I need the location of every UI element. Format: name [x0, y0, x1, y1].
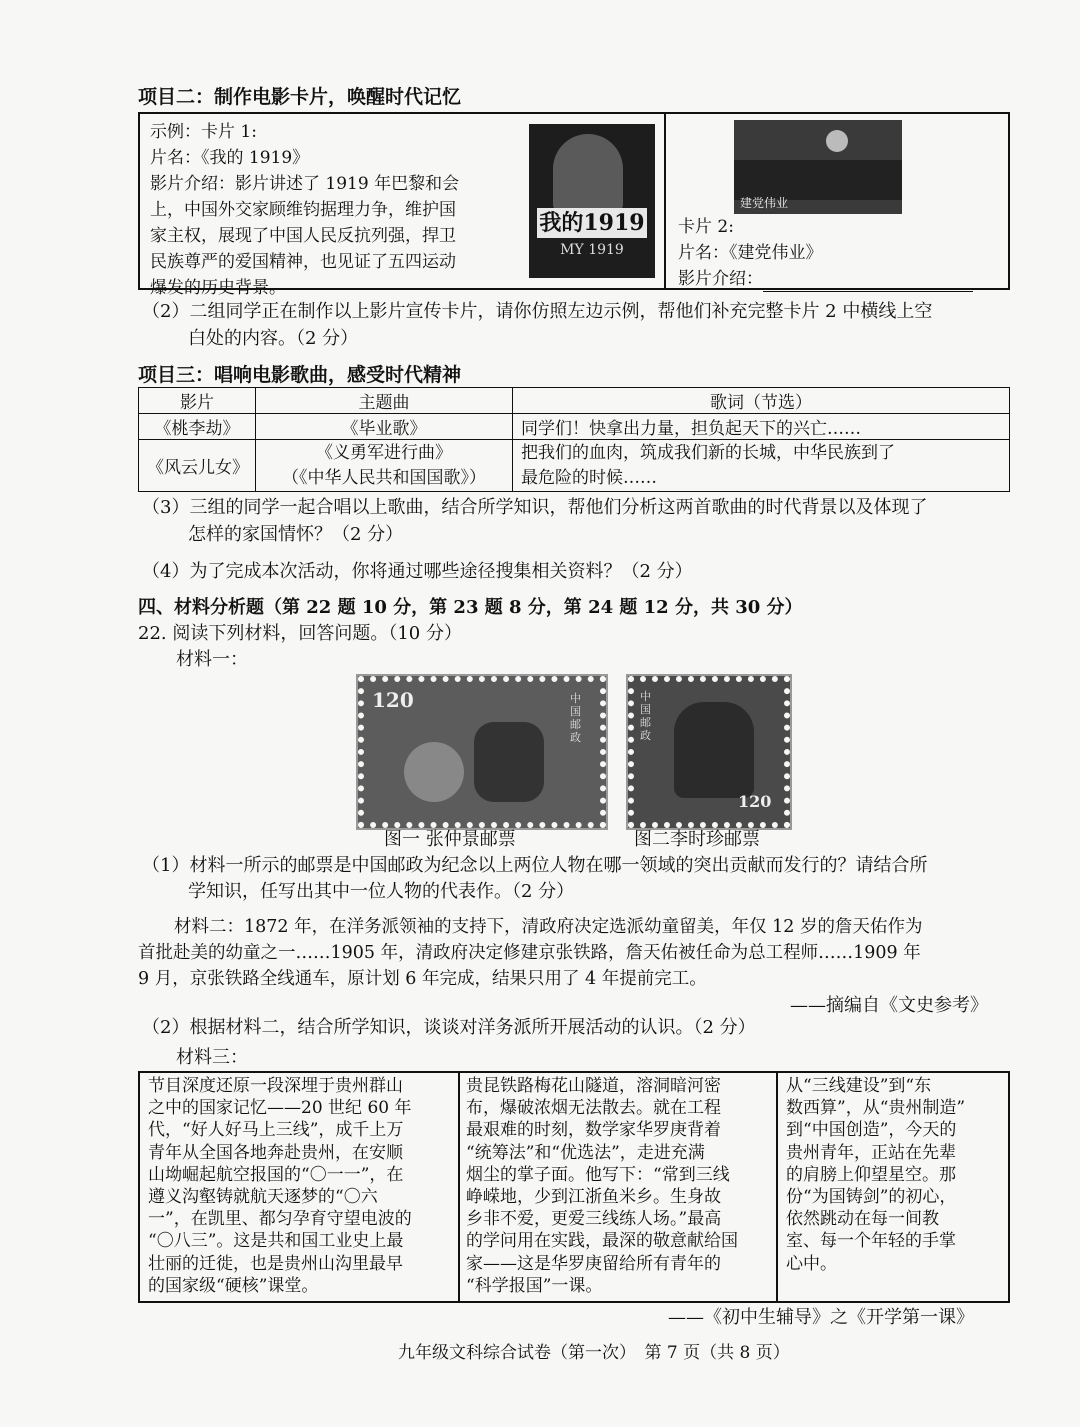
q22-1-line: （1）材料一所示的邮票是中国邮政为纪念以上两位人物在哪一领域的突出贡献而发行的？请结合所	[142, 855, 928, 876]
material2-source: ——摘编自《文史参考》	[790, 995, 988, 1016]
text-line: 山坳崛起航空报国的“〇一一”，在	[148, 1164, 404, 1185]
card1-name: 片名：《我的 1919》	[150, 148, 310, 168]
lyric-cell	[513, 440, 1010, 492]
card2-name: 片名：《建党伟业》	[678, 243, 823, 263]
text-line: 依然跳动在每一间教	[786, 1209, 939, 1230]
stamp2-country: 中国邮政	[640, 690, 651, 742]
question-2-line: （2）二组同学正在制作以上影片宣传卡片，请你仿照左边示例，帮他们补充完整卡片 2 中横线上空	[142, 301, 933, 322]
stamp-zhang-zhongjing	[358, 676, 606, 828]
text-line: 数西算”，从“贵州制造”	[786, 1098, 966, 1119]
material3-label: 材料三：	[176, 1047, 248, 1068]
material2-line: 9 月，京张铁路全线通车，原计划 6 年完成，结果只用了 4 年提前完工。	[138, 969, 707, 989]
material3-box	[138, 1071, 1010, 1303]
text-line: 一”，在凯里、都匀孕育守望电波的	[148, 1209, 412, 1230]
stamp2-figure	[674, 702, 754, 798]
q22-1-line: 学知识，任写出其中一位人物的代表作。（2 分）	[188, 881, 575, 902]
section4-heading: 四、材料分析题（第 22 题 10 分，第 23 题 8 分，第 24 题 12 分，共 30 分）	[138, 597, 803, 618]
material3-col-3	[786, 1075, 1004, 1275]
text-line: “〇八三”。这是共和国工业史上最	[148, 1231, 404, 1252]
material1-label: 材料一：	[176, 649, 248, 670]
text-line: 峥嵘地，少到江浙鱼米乡。生身故	[466, 1187, 721, 1208]
poster-subtitle: MY 1919	[560, 242, 624, 258]
stamp-li-shizhen	[628, 676, 790, 828]
text-line: 心中。	[786, 1253, 837, 1274]
text-line: 的学问用在实践，最深的敬意献给国	[466, 1231, 738, 1252]
question-3-line: 怎样的家国情怀？（2 分）	[188, 524, 404, 545]
project2-heading: 项目二：制作电影卡片，唤醒时代记忆	[138, 86, 462, 108]
header-song: 主题曲	[256, 388, 513, 414]
question-2-line: 白处的内容。（2 分）	[188, 328, 359, 349]
card1-intro-line: 家主权，展现了中国人民反抗列强，捍卫	[150, 226, 456, 246]
table-row	[139, 414, 1010, 440]
movie-card-2	[666, 112, 1010, 290]
stamp1-figure	[404, 742, 464, 802]
card1-text	[150, 119, 459, 301]
text-line: 的国家级“硬核”课堂。	[148, 1275, 319, 1296]
stamp1-value: 120	[372, 688, 414, 712]
stamp1-caption: 图一 张仲景邮票	[384, 829, 516, 850]
text-line: 烟尘的掌子面。他写下：“常到三线	[466, 1164, 730, 1185]
text-line: 壮丽的迁徙，也是贵州山沟里最早	[148, 1253, 403, 1274]
text-line: 布，爆破浓烟无法散去。就在工程	[466, 1098, 721, 1119]
poster-figure	[553, 134, 623, 214]
text-line: 的肩膀上仰望星空。那	[786, 1164, 956, 1185]
material2-line: 材料二：1872 年，在洋务派领袖的支持下，清政府决定选派幼童留美，年仅 12 岁的詹天佑作为	[174, 917, 923, 937]
header-lyrics: 歌词（节选）	[513, 388, 1010, 414]
q22-2: （2）根据材料二，结合所学知识，谈谈对洋务派所开展活动的认识。（2 分）	[142, 1017, 756, 1038]
film-cell: 《风云儿女》	[139, 440, 256, 492]
text-line: 贵昆铁路梅花山隧道，溶洞暗河密	[466, 1076, 721, 1096]
question-4: （4）为了完成本次活动，你将通过哪些途径搜集相关资料？（2 分）	[142, 561, 693, 582]
stamp1-figure	[474, 722, 544, 802]
text-line: 从“三线建设”到“东	[786, 1076, 932, 1096]
song-cell: 《毕业歌》	[256, 414, 513, 440]
text-line: 之中的国家记忆——20 世纪 60 年	[148, 1098, 412, 1119]
card1-intro-line: 民族尊严的爱国精神，也见证了五四运动	[150, 252, 456, 272]
table-row	[139, 440, 1010, 492]
material3-col-2	[466, 1075, 772, 1297]
material2-line: 首批赴美的幼童之一……1905 年，清政府决定修建京张铁路，詹天佑被任命为总工程师……1909 年	[138, 943, 921, 963]
text-line: “科学报国”一课。	[466, 1275, 603, 1296]
text-line: 贵州青年，正站在先辈	[786, 1142, 956, 1163]
text-line: 室、每一个年轻的手掌	[786, 1231, 956, 1252]
card2-intro-label: 影片介绍：	[678, 269, 763, 289]
column-divider	[458, 1073, 460, 1301]
song-line: （《中华人民共和国国歌》）	[282, 467, 486, 488]
column-divider	[776, 1073, 778, 1301]
lyric-line: 把我们的血肉，筑成我们新的长城，中华民族到了	[521, 442, 895, 463]
movie-poster-my-1919	[529, 124, 655, 278]
lyric-line: 最危险的时候……	[521, 467, 657, 488]
material3-col-1	[148, 1075, 454, 1297]
text-line: 遵义沟壑铸就航天逐梦的“〇六	[148, 1187, 378, 1208]
movie-still-jiandang	[734, 120, 902, 214]
text-line: 节目深度还原一段深埋于贵州群山	[148, 1076, 403, 1096]
text-line: 青年从全国各地奔赴贵州，在安顺	[148, 1142, 403, 1163]
card2-title: 卡片 2:	[678, 217, 734, 237]
text-line: 家——这是华罗庚留给所有青年的	[466, 1253, 721, 1274]
songs-table	[138, 387, 1010, 492]
text-line: “统筹法”和“优选法”，走进充满	[466, 1142, 705, 1163]
card1-intro-line: 影片介绍：影片讲述了 1919 年巴黎和会	[150, 174, 460, 194]
card1-title: 示例：卡片 1:	[150, 122, 257, 142]
card2-intro-blank[interactable]	[763, 273, 973, 292]
text-line: 份“为国铸剑”的初心，	[786, 1187, 957, 1208]
still-caption: 建党伟业	[740, 196, 789, 210]
card1-intro-line: 上，中国外交家顾维钧据理力争，维护国	[150, 200, 456, 220]
material3-source: ——《初中生辅导》之《开学第一课》	[668, 1307, 974, 1328]
text-line: 代，“好人好马上三线”，成千上万	[148, 1120, 404, 1141]
film-cell: 《桃李劫》	[139, 414, 256, 440]
header-film: 影片	[139, 388, 256, 414]
poster-title: 我的1919	[537, 208, 647, 238]
stamp2-value: 120	[738, 792, 772, 811]
hammer-sickle-icon	[826, 130, 848, 152]
table-header-row	[139, 388, 1010, 414]
song-cell	[256, 440, 513, 492]
card1-intro-line: 爆发的历史背景。	[150, 278, 286, 298]
question-3-line: （3）三组的同学一起合唱以上歌曲，结合所学知识，帮他们分析这两首歌曲的时代背景以及体现了	[142, 497, 928, 518]
card2-text	[678, 214, 973, 292]
lyric-cell: 同学们！快拿出力量，担负起天下的兴亡……	[513, 414, 1010, 440]
text-line: 最艰难的时刻，数学家华罗庚背着	[466, 1120, 721, 1141]
song-line: 《义勇军进行曲》	[316, 442, 452, 463]
stamp2-caption: 图二李时珍邮票	[634, 829, 760, 850]
q22-heading: 22. 阅读下列材料，回答问题。（10 分）	[138, 623, 462, 644]
text-line: 到“中国创造”，今天的	[786, 1120, 957, 1141]
project3-heading: 项目三：唱响电影歌曲，感受时代精神	[138, 364, 462, 386]
text-line: 乡非不爱，更爱三线练人场。”最高	[466, 1209, 722, 1230]
stamp1-country: 中国邮政	[570, 692, 581, 744]
page-footer: 九年级文科综合试卷（第一次） 第 7 页（共 8 页）	[398, 1343, 790, 1363]
